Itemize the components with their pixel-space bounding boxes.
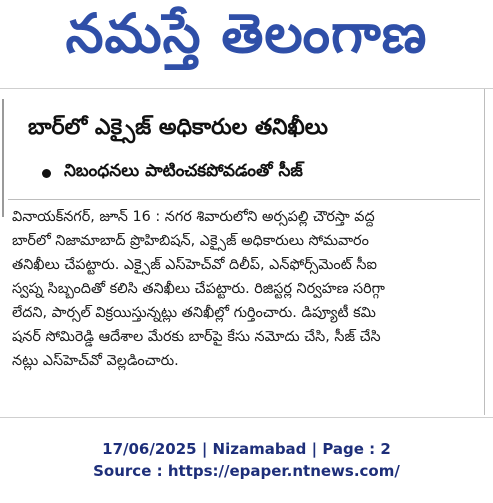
footer-date-edition: 17/06/2025 | Nizamabad | Page : 2 (102, 440, 391, 458)
divider (8, 199, 480, 200)
body-line: స్వప్న సిబ్బందితో కలిసి తనిఖీలు చేపట్టారు. రిజిస్టర్ల నిర్వహణ సరిగ్గా (12, 281, 385, 297)
left-rule (2, 99, 4, 217)
body-line: బార్‌లో నిజామాబాద్ ప్రొహిబిషన్, ఎక్సైజ్ అధికారులు సోమవారం (12, 233, 369, 249)
body-line: నట్లు ఎస్‌హెచ్‌వో వెల్లడించారు. (12, 353, 179, 369)
right-rule (484, 89, 485, 415)
footer (0, 438, 493, 482)
article-subhead: నిబంధనలు పాటించకపోవడంతో సీజ్ (64, 161, 303, 181)
body-line: లేదని, పార్సల్ విక్రయిస్తున్నట్లు తనిఖీల్లో గుర్తించారు. డిప్యూటీ కమి (12, 305, 376, 321)
news-clipping (0, 88, 493, 418)
footer-source: Source : https://epaper.ntnews.com/ (93, 462, 400, 480)
body-line: వినాయక్‌నగర్, జూన్ 16 : నగర శివారులోని అర్సపల్లి చౌరస్తా వద్ద (12, 209, 375, 225)
body-line: షనర్ సోమిరెడ్డి ఆదేశాల మేరకు బార్‌పై కేసు నమోదు చేసి, సీజ్ చేసి (12, 329, 381, 345)
newspaper-logo: నమస్తే తెలంగాణ (65, 1, 428, 65)
bullet-icon (42, 169, 51, 178)
article-headline: బార్‌లో ఎక్సైజ్ అధికారుల తనిఖీలు (28, 115, 329, 140)
body-line: తనిఖీలు చేపట్టారు. ఎక్సైజ్ ఎస్‌హెచ్‌వో దిలీప్, ఎన్‌ఫోర్స్‌మెంట్ సీఐ (12, 257, 377, 273)
article-body (12, 205, 480, 373)
masthead (0, 0, 493, 80)
